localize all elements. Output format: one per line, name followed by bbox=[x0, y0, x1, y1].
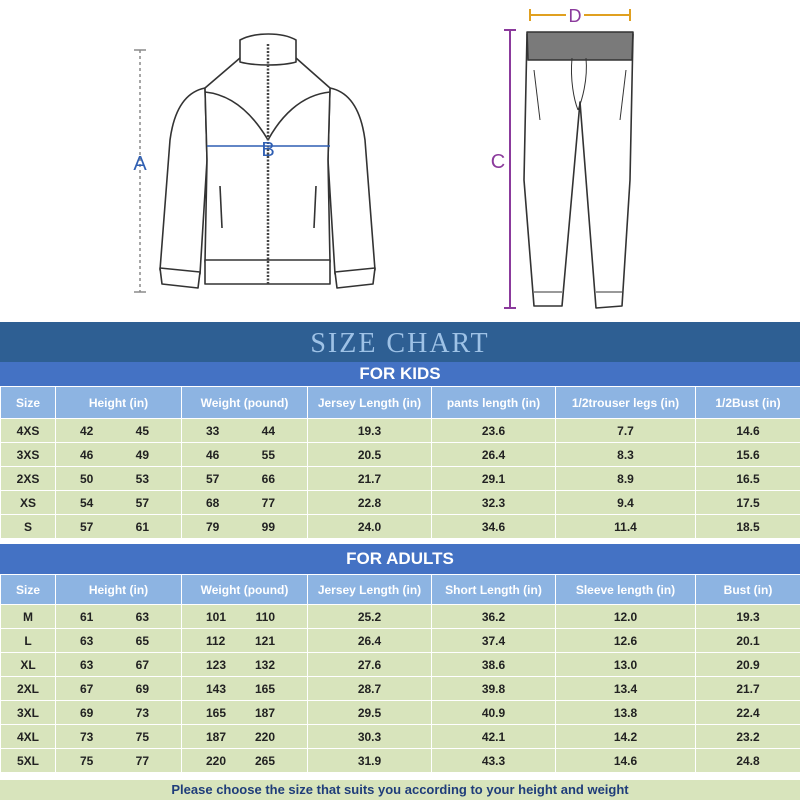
value-cell: 26.4 bbox=[432, 443, 556, 467]
value-cell: 14.6 bbox=[556, 749, 696, 773]
table-row bbox=[1, 677, 800, 701]
value-cell: 7.7 bbox=[556, 419, 696, 443]
value-cell: 14.6 bbox=[696, 419, 800, 443]
value-cell: 29.5 bbox=[308, 701, 432, 725]
pants-drawing bbox=[524, 32, 633, 308]
size-cell: 3XL bbox=[1, 701, 56, 725]
height-cell bbox=[56, 653, 182, 677]
height-cell-min: 46 bbox=[80, 447, 94, 462]
column-header: Size bbox=[1, 575, 56, 605]
weight-cell-max: 265 bbox=[254, 753, 275, 768]
value-cell: 23.2 bbox=[696, 725, 800, 749]
weight-cell bbox=[182, 629, 308, 653]
table-row bbox=[1, 491, 800, 515]
size-cell: S bbox=[1, 515, 56, 539]
value-cell: 23.6 bbox=[432, 419, 556, 443]
table-row bbox=[1, 653, 800, 677]
column-header: Bust (in) bbox=[696, 575, 800, 605]
weight-cell-min: 112 bbox=[206, 633, 226, 648]
value-cell: 27.6 bbox=[308, 653, 432, 677]
table-row bbox=[1, 725, 800, 749]
value-cell: 20.9 bbox=[696, 653, 800, 677]
column-header: Weight (pound) bbox=[182, 575, 308, 605]
value-cell: 19.3 bbox=[696, 605, 800, 629]
height-cell-max: 67 bbox=[135, 657, 149, 672]
value-cell: 16.5 bbox=[696, 467, 800, 491]
value-cell: 32.3 bbox=[432, 491, 556, 515]
column-header: Jersey Length (in) bbox=[308, 387, 432, 419]
kids-table bbox=[0, 386, 800, 539]
height-cell-min: 73 bbox=[80, 729, 94, 744]
weight-cell-min: 68 bbox=[206, 495, 220, 510]
height-cell-max: 75 bbox=[135, 729, 149, 744]
size-cell: 5XL bbox=[1, 749, 56, 773]
table-row bbox=[1, 629, 800, 653]
weight-cell-max: 44 bbox=[261, 423, 275, 438]
height-cell bbox=[56, 725, 182, 749]
table-row bbox=[1, 467, 800, 491]
height-cell bbox=[56, 749, 182, 773]
height-cell bbox=[56, 515, 182, 539]
height-cell-max: 63 bbox=[135, 609, 149, 624]
column-header: 1/2Bust (in) bbox=[696, 387, 800, 419]
weight-cell-min: 33 bbox=[206, 423, 220, 438]
weight-cell-min: 143 bbox=[206, 681, 227, 696]
height-cell-min: 75 bbox=[80, 753, 94, 768]
height-cell-min: 54 bbox=[80, 495, 94, 510]
table-row bbox=[1, 605, 800, 629]
weight-cell-max: 99 bbox=[261, 519, 275, 534]
value-cell: 36.2 bbox=[432, 605, 556, 629]
weight-cell-max: 187 bbox=[254, 705, 275, 720]
weight-cell-max: 121 bbox=[254, 633, 275, 648]
value-cell: 22.4 bbox=[696, 701, 800, 725]
value-cell: 24.8 bbox=[696, 749, 800, 773]
height-cell-min: 61 bbox=[80, 609, 94, 624]
column-header: Short Length (in) bbox=[432, 575, 556, 605]
height-cell-max: 49 bbox=[135, 447, 149, 462]
height-cell-min: 57 bbox=[80, 519, 94, 534]
weight-cell bbox=[182, 491, 308, 515]
adults-table bbox=[0, 574, 800, 773]
weight-cell bbox=[182, 419, 308, 443]
weight-cell bbox=[182, 749, 308, 773]
table-row bbox=[1, 701, 800, 725]
value-cell: 19.3 bbox=[308, 419, 432, 443]
column-header: Sleeve length (in) bbox=[556, 575, 696, 605]
height-cell-max: 45 bbox=[135, 423, 149, 438]
size-cell: M bbox=[1, 605, 56, 629]
height-cell-min: 63 bbox=[80, 657, 94, 672]
weight-cell-max: 110 bbox=[255, 609, 275, 624]
weight-cell-min: 101 bbox=[206, 609, 227, 624]
height-cell-min: 50 bbox=[80, 471, 94, 486]
height-cell bbox=[56, 419, 182, 443]
height-cell-min: 63 bbox=[80, 633, 94, 648]
kids-heading: FOR KIDS bbox=[0, 362, 800, 386]
size-cell: 3XS bbox=[1, 443, 56, 467]
measure-c bbox=[491, 30, 516, 308]
value-cell: 28.7 bbox=[308, 677, 432, 701]
height-cell-max: 57 bbox=[135, 495, 149, 510]
height-cell bbox=[56, 605, 182, 629]
value-cell: 18.5 bbox=[696, 515, 800, 539]
weight-cell-max: 55 bbox=[261, 447, 275, 462]
value-cell: 21.7 bbox=[308, 467, 432, 491]
weight-cell-min: 165 bbox=[206, 705, 227, 720]
value-cell: 39.8 bbox=[432, 677, 556, 701]
header-row bbox=[1, 387, 800, 419]
height-cell-max: 77 bbox=[135, 753, 149, 768]
value-cell: 38.6 bbox=[432, 653, 556, 677]
label-b: B bbox=[261, 139, 275, 161]
weight-cell bbox=[182, 725, 308, 749]
height-cell-max: 73 bbox=[135, 705, 149, 720]
label-c: C bbox=[490, 151, 506, 173]
weight-cell-min: 57 bbox=[206, 471, 220, 486]
height-cell-max: 69 bbox=[135, 681, 149, 696]
value-cell: 17.5 bbox=[696, 491, 800, 515]
column-header: Size bbox=[1, 387, 56, 419]
height-cell-min: 42 bbox=[80, 423, 94, 438]
size-cell: 2XL bbox=[1, 677, 56, 701]
adults-heading: FOR ADULTS bbox=[0, 544, 800, 574]
value-cell: 25.2 bbox=[308, 605, 432, 629]
value-cell: 43.3 bbox=[432, 749, 556, 773]
weight-cell-min: 79 bbox=[206, 519, 220, 534]
height-cell bbox=[56, 491, 182, 515]
weight-cell bbox=[182, 515, 308, 539]
header-row bbox=[1, 575, 800, 605]
size-cell: 4XS bbox=[1, 419, 56, 443]
weight-cell bbox=[182, 467, 308, 491]
value-cell: 22.8 bbox=[308, 491, 432, 515]
column-header: Jersey Length (in) bbox=[308, 575, 432, 605]
weight-cell-min: 123 bbox=[206, 657, 227, 672]
size-cell: XS bbox=[1, 491, 56, 515]
weight-cell-max: 66 bbox=[261, 471, 275, 486]
height-cell bbox=[56, 701, 182, 725]
weight-cell-max: 77 bbox=[261, 495, 275, 510]
weight-cell bbox=[182, 701, 308, 725]
value-cell: 29.1 bbox=[432, 467, 556, 491]
weight-cell bbox=[182, 653, 308, 677]
value-cell: 40.9 bbox=[432, 701, 556, 725]
height-cell-max: 65 bbox=[135, 633, 149, 648]
weight-cell bbox=[182, 605, 308, 629]
column-header: Height (in) bbox=[56, 575, 182, 605]
label-d: D bbox=[568, 6, 582, 26]
value-cell: 15.6 bbox=[696, 443, 800, 467]
size-chart-title: SIZE CHART bbox=[0, 322, 800, 362]
size-cell: L bbox=[1, 629, 56, 653]
weight-cell-min: 187 bbox=[206, 729, 227, 744]
value-cell: 26.4 bbox=[308, 629, 432, 653]
size-cell: 4XL bbox=[1, 725, 56, 749]
value-cell: 8.3 bbox=[556, 443, 696, 467]
measure-a bbox=[133, 50, 147, 292]
weight-cell-min: 46 bbox=[206, 447, 220, 462]
value-cell: 21.7 bbox=[696, 677, 800, 701]
height-cell-max: 53 bbox=[135, 471, 149, 486]
height-cell bbox=[56, 467, 182, 491]
weight-cell-max: 220 bbox=[254, 729, 275, 744]
value-cell: 8.9 bbox=[556, 467, 696, 491]
weight-cell-max: 132 bbox=[254, 657, 275, 672]
value-cell: 13.8 bbox=[556, 701, 696, 725]
height-cell-max: 61 bbox=[135, 519, 149, 534]
value-cell: 12.6 bbox=[556, 629, 696, 653]
height-cell bbox=[56, 677, 182, 701]
value-cell: 14.2 bbox=[556, 725, 696, 749]
garment-illustration bbox=[0, 0, 800, 322]
table-row bbox=[1, 419, 800, 443]
column-header: 1/2trouser legs (in) bbox=[556, 387, 696, 419]
table-row bbox=[1, 515, 800, 539]
value-cell: 20.5 bbox=[308, 443, 432, 467]
weight-cell-max: 165 bbox=[254, 681, 275, 696]
value-cell: 31.9 bbox=[308, 749, 432, 773]
weight-cell bbox=[182, 443, 308, 467]
table-row bbox=[1, 749, 800, 773]
column-header: pants length (in) bbox=[432, 387, 556, 419]
height-cell-min: 67 bbox=[80, 681, 94, 696]
footer-note: Please choose the size that suits you according to your height and weight bbox=[0, 780, 800, 800]
value-cell: 11.4 bbox=[556, 515, 696, 539]
height-cell-min: 69 bbox=[80, 705, 94, 720]
size-cell: XL bbox=[1, 653, 56, 677]
weight-cell-min: 220 bbox=[206, 753, 227, 768]
height-cell bbox=[56, 629, 182, 653]
value-cell: 34.6 bbox=[432, 515, 556, 539]
table-row bbox=[1, 443, 800, 467]
weight-cell bbox=[182, 677, 308, 701]
size-chart bbox=[0, 322, 800, 800]
value-cell: 24.0 bbox=[308, 515, 432, 539]
value-cell: 42.1 bbox=[432, 725, 556, 749]
value-cell: 9.4 bbox=[556, 491, 696, 515]
value-cell: 37.4 bbox=[432, 629, 556, 653]
value-cell: 12.0 bbox=[556, 605, 696, 629]
column-header: Weight (pound) bbox=[182, 387, 308, 419]
value-cell: 20.1 bbox=[696, 629, 800, 653]
value-cell: 13.4 bbox=[556, 677, 696, 701]
value-cell: 13.0 bbox=[556, 653, 696, 677]
measure-d bbox=[530, 6, 630, 26]
label-a: A bbox=[133, 153, 147, 175]
height-cell bbox=[56, 443, 182, 467]
size-cell: 2XS bbox=[1, 467, 56, 491]
column-header: Height (in) bbox=[56, 387, 182, 419]
value-cell: 30.3 bbox=[308, 725, 432, 749]
